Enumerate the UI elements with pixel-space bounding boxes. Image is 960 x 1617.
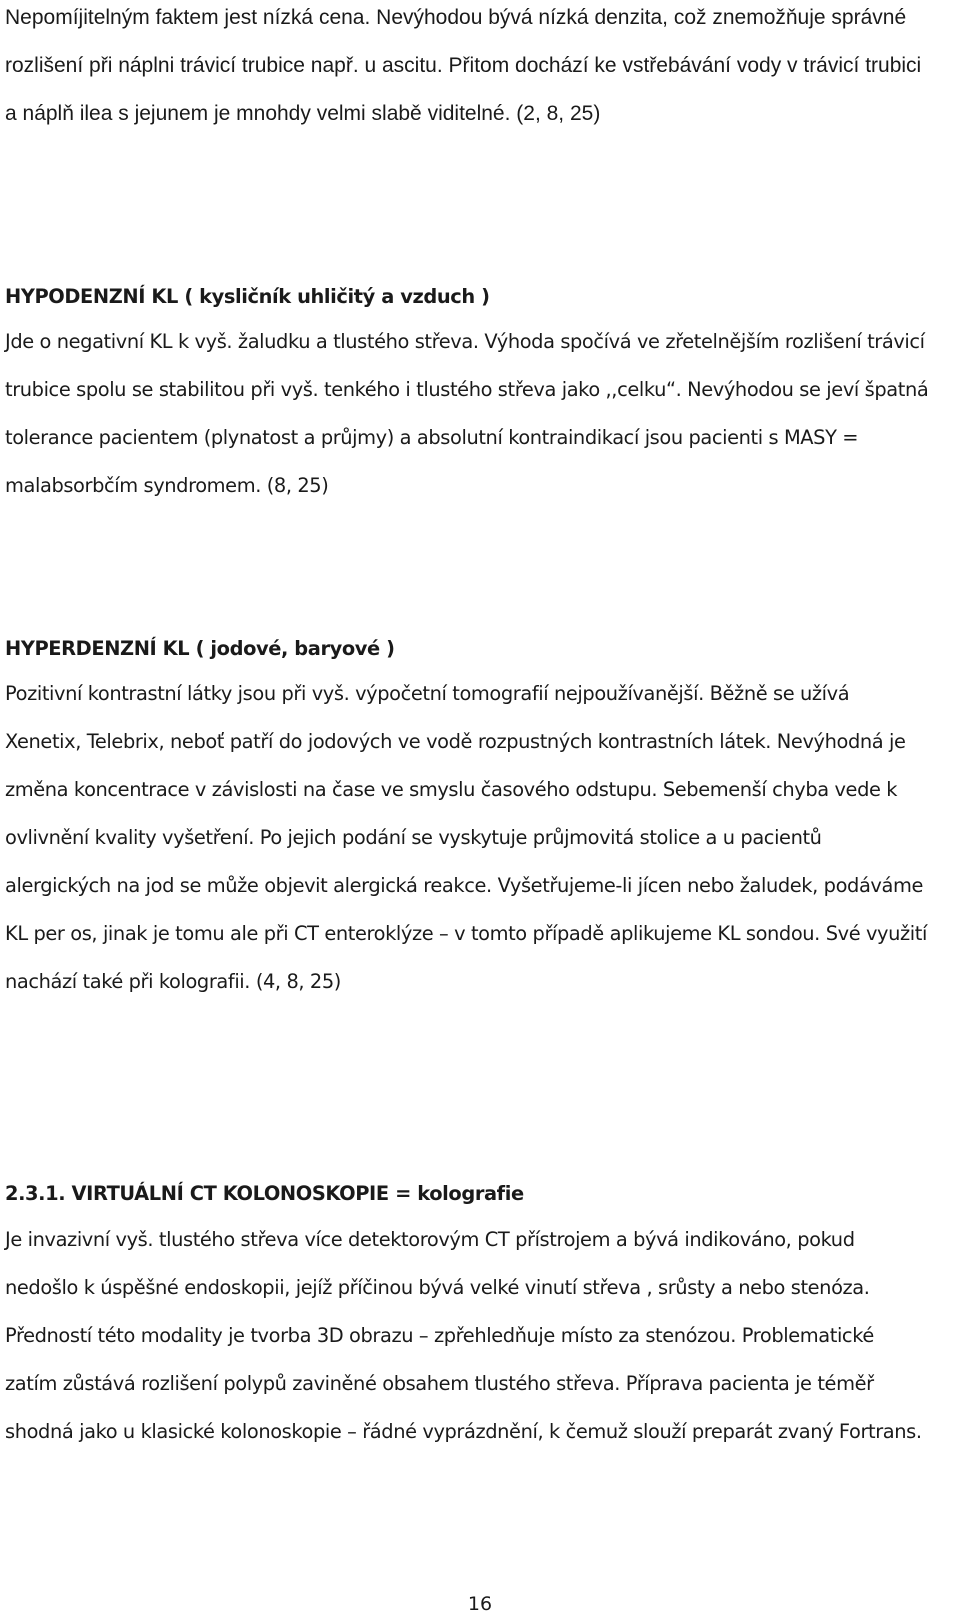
heading-virtual-ct-colonoscopy: 2.3.1. VIRTUÁLNÍ CT KOLONOSKOPIE = kolografie [5, 1182, 524, 1205]
heading-hypodense-contrast: HYPODENZNÍ KL ( kysličník uhličitý a vzduch ) [5, 285, 490, 308]
paragraph-virtual-ct-colonoscopy: Je invazivní vyš. tlustého střeva více detektorovým CT přístrojem a bývá indikováno, pokud nedošlo k úspěšné endoskopii, jejíž příčinou bývá velké vinutí střeva , srůsty a nebo stenóza. Předností této modality je tvorba 3D obrazu – zpřehledňuje místo za stenózou. Problematické zatím zůstává rozlišení polypů zaviněné obsahem tlustého střeva. Příprava pacienta je téměř shodná jako u klasické kolonoskopie – řádné vyprázdnění, k čemuž slouží preparát zvaný Fortrans. [5, 1228, 922, 1443]
paragraph-contrast-intro: Nepomíjitelným faktem jest nízká cena. Nevýhodou bývá nízká denzita, což znemožňuje správné rozlišení při náplni trávicí trubice např. u ascitu. Přitom dochází ke vstřebávání vody v trávicí trubici a náplň ilea s jejunem je mnohdy velmi slabě viditelné. (2, 8, 25) [5, 6, 922, 125]
page-number: 16 [467, 1593, 493, 1615]
heading-hyperdense-contrast: HYPERDENZNÍ KL ( jodové, baryové ) [5, 637, 395, 660]
paragraph-hyperdense-contrast: Pozitivní kontrastní látky jsou při vyš. výpočetní tomografií nejpoužívanější. Běžně se užívá Xenetix, Telebrix, neboť patří do jodových ve vodě rozpustných kontrastních látek. Nevýhodná je změna koncentrace v závislosti na čase ve smyslu časového odstupu. Sebemenší chyba vede k ovlivnění kvality vyšetření. Po jejich podání se vyskytuje průjmovitá stolice a u pacientů alergických na jod se může objevit alergická reakce. Vyšetřujeme-li jícen nebo žaludek, podáváme KL per os, jinak je tomu ale při CT enteroklýze – v tomto případě aplikujeme KL sondou. Své využití nachází také při kolografii. (4, 8, 25) [5, 682, 927, 993]
paragraph-hypodense-contrast: Jde o negativní KL k vyš. žaludku a tlustého střeva. Výhoda spočívá ve zřetelnějším rozlišení trávicí trubice spolu se stabilitou při vyš. tenkého i tlustého střeva jako ,,celku“. Nevýhodou se jeví špatná tolerance pacientem (plynatost a průjmy) a absolutní kontraindikací jsou pacienti s MASY = malabsorbčím syndromem. (8, 25) [5, 330, 929, 497]
